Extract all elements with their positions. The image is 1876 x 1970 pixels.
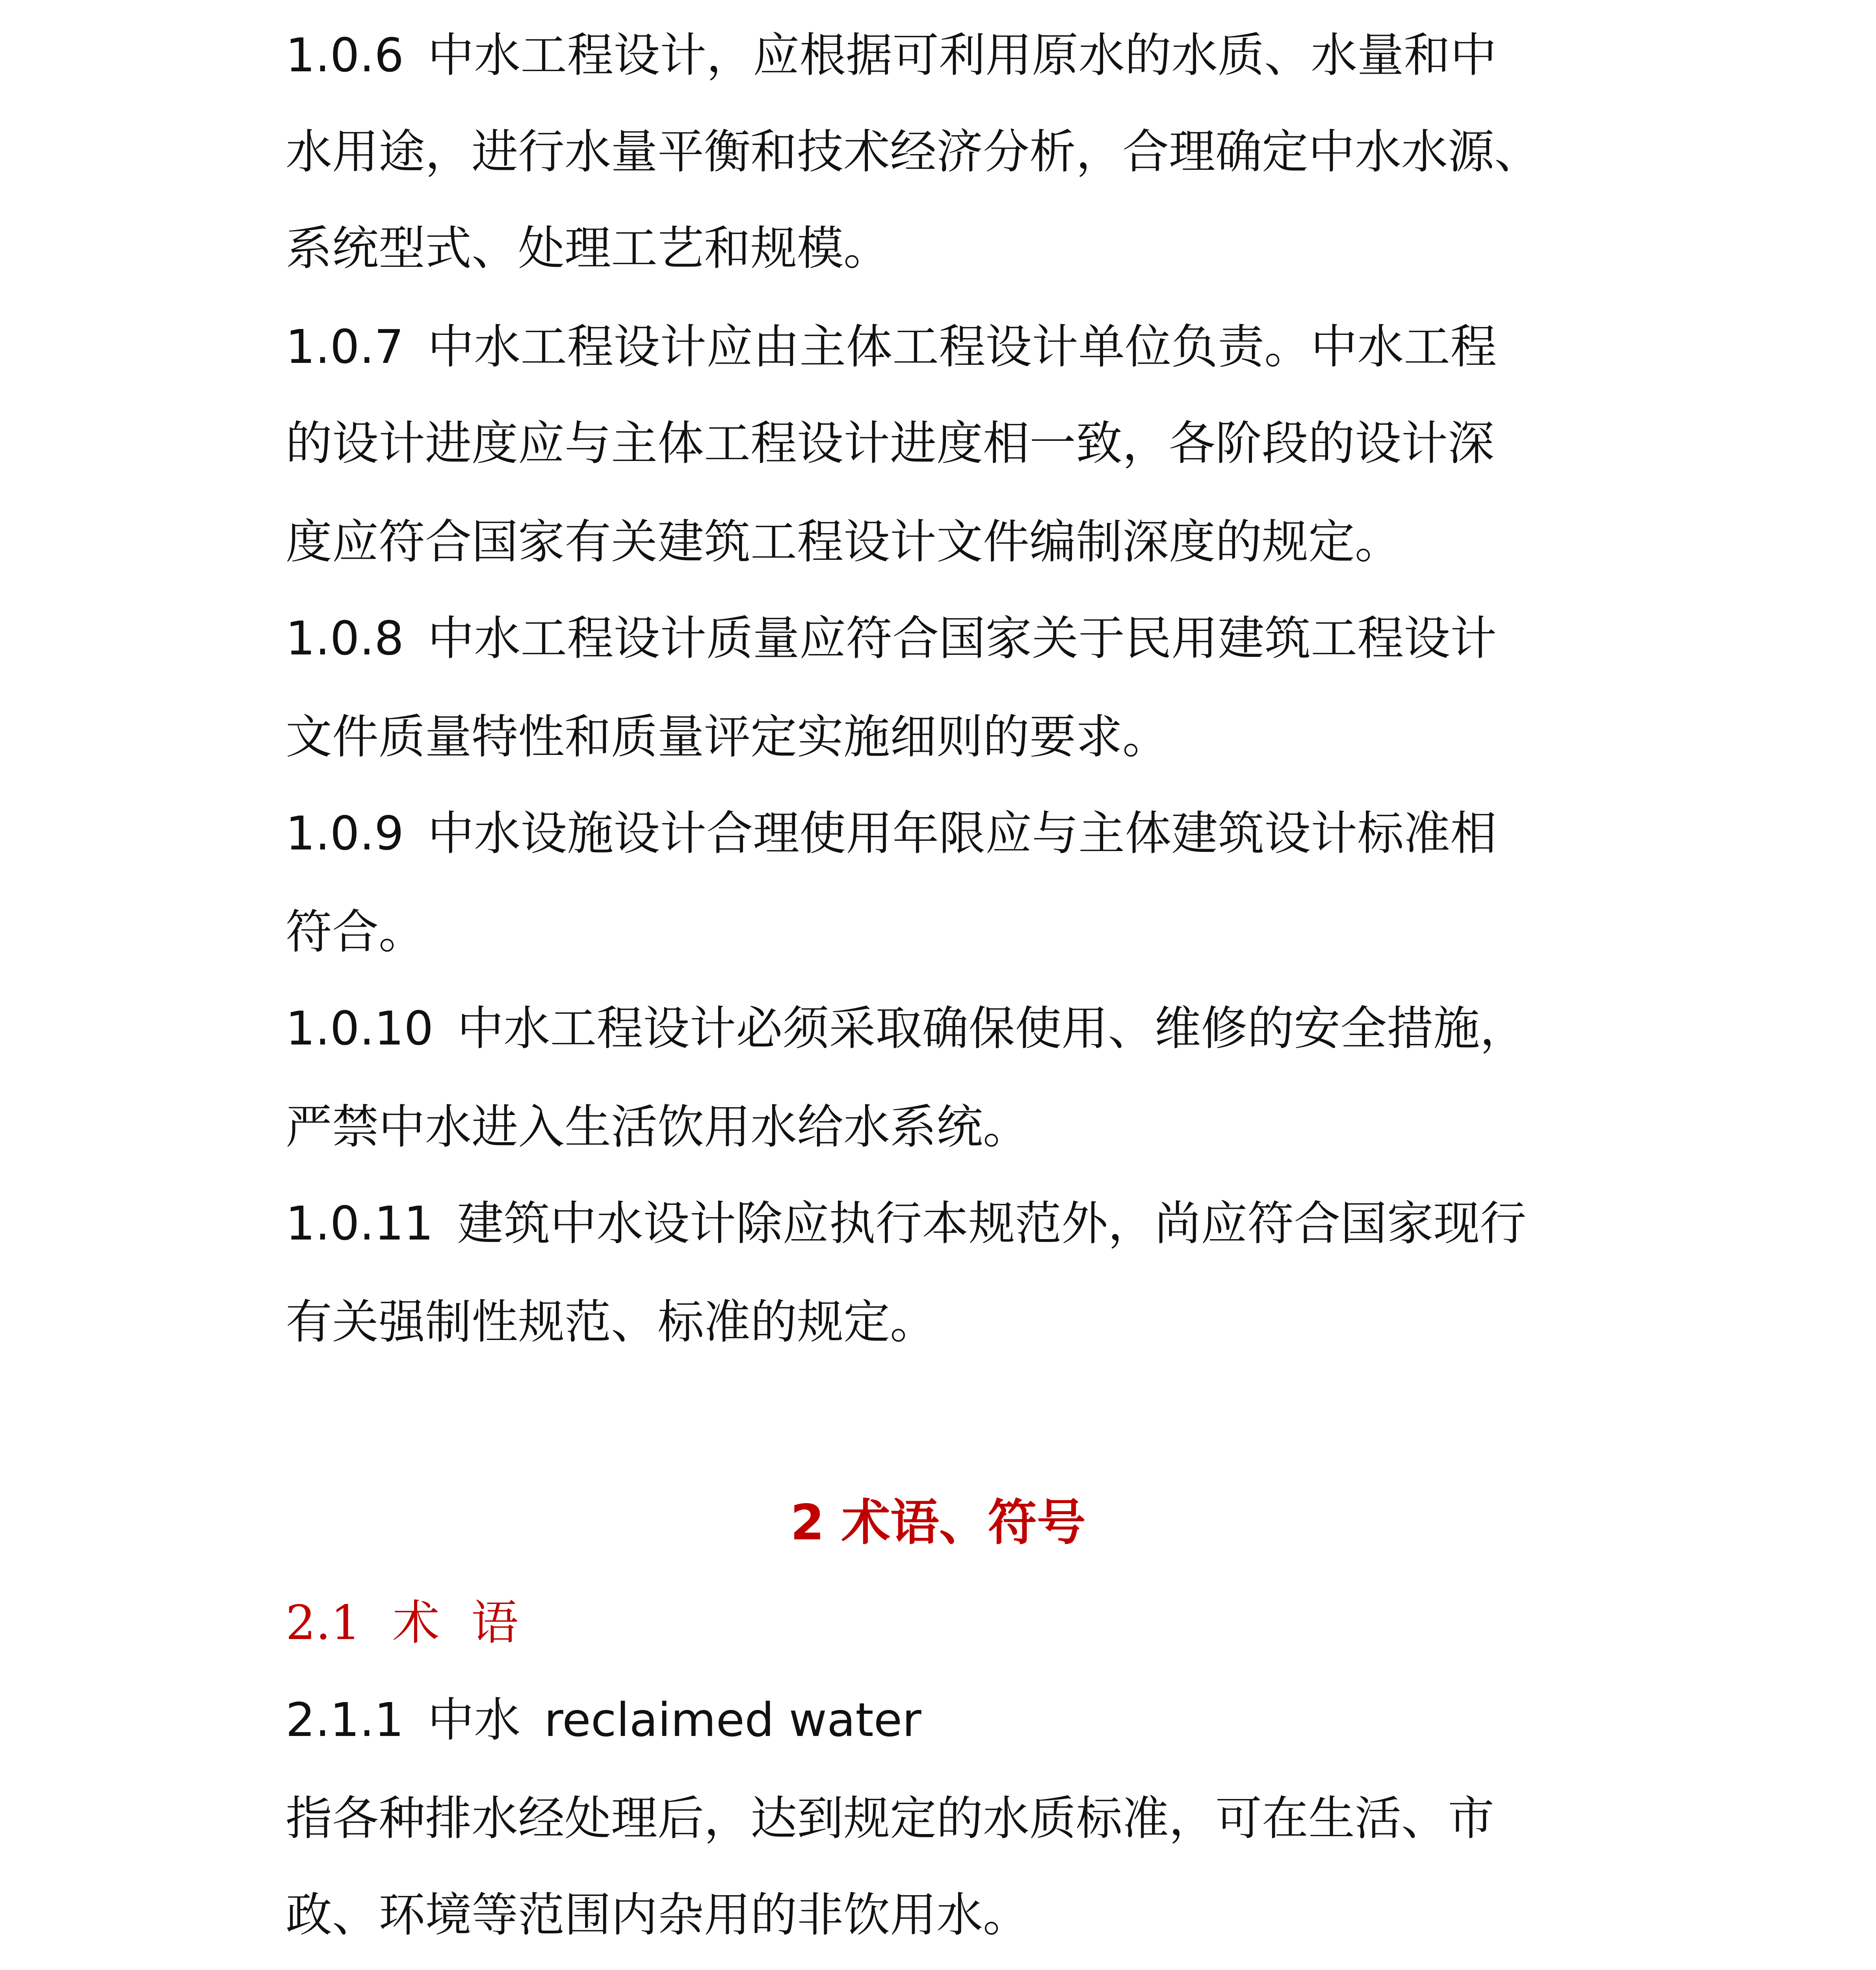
term-number: 2.1.1 [286,1693,404,1747]
term-2-1-1-def-line-1: 指各种排水经处理后，达到规定的水质标准，可在生活、市 [286,1791,1495,1845]
clause-1-0-11-line-1 [286,1194,1526,1253]
clause-text: 中水工程设计质量应符合国家关于民用建筑工程设计 [427,611,1497,665]
clause-1-0-9-line-1 [286,804,1497,863]
clause-text: 中水工程设计应由主体工程设计单位负责。中水工程 [427,320,1497,374]
section-heading [286,1594,518,1653]
term-2-1-1-def-line-2: 政、环境等范围内杂用的非饮用水。 [286,1888,1030,1942]
clause-number: 1.0.8 [286,611,404,665]
clause-1-0-6-line-1 [286,26,1497,85]
term-2-1-1-heading [286,1690,921,1749]
clause-1-0-7-line-1 [286,317,1497,376]
clause-1-0-9-line-2: 符合。 [286,905,425,959]
section-title-char: 语 [471,1596,518,1650]
clause-1-0-10-line-1 [286,999,1526,1058]
section-number: 2.1 [286,1596,361,1650]
clause-text: 建筑中水设计除应执行本规范外，尚应符合国家现行 [457,1196,1527,1251]
clause-number: 1.0.9 [286,806,404,860]
clause-number: 1.0.10 [286,1001,434,1056]
clause-1-0-7-line-2: 的设计进度应与主体工程设计进度相一致，各阶段的设计深 [286,416,1495,470]
clause-1-0-8-line-1 [286,609,1497,668]
clause-text: 中水工程设计，应根据可利用原水的水质、水量和中 [427,28,1497,82]
clause-number: 1.0.11 [286,1196,434,1251]
clause-1-0-10-line-2: 严禁中水进入生活饮用水给水系统。 [286,1100,1030,1154]
clause-number: 1.0.6 [286,28,404,82]
clause-1-0-11-line-2: 有关强制性规范、标准的规定。 [286,1295,937,1349]
clause-text: 中水设施设计合理使用年限应与主体建筑设计标准相 [427,806,1497,860]
clause-1-0-7-line-3: 度应符合国家有关建筑工程设计文件编制深度的规定。 [286,515,1402,569]
clause-1-0-6-line-3: 系统型式、处理工艺和规模。 [286,221,890,275]
clause-1-0-6-line-2: 水用途，进行水量平衡和技术经济分析，合理确定中水水源、 [286,125,1541,179]
chapter-heading: 2 术语、符号 [790,1494,1086,1551]
term-zh: 中水 [427,1693,521,1747]
clause-text: 中水工程设计必须采取确保使用、维修的安全措施， [457,1001,1527,1056]
clause-1-0-8-line-2: 文件质量特性和质量评定实施细则的要求。 [286,710,1169,764]
term-en: reclaimed water [544,1693,921,1747]
section-title-char: 术 [392,1596,440,1650]
clause-number: 1.0.7 [286,320,404,374]
